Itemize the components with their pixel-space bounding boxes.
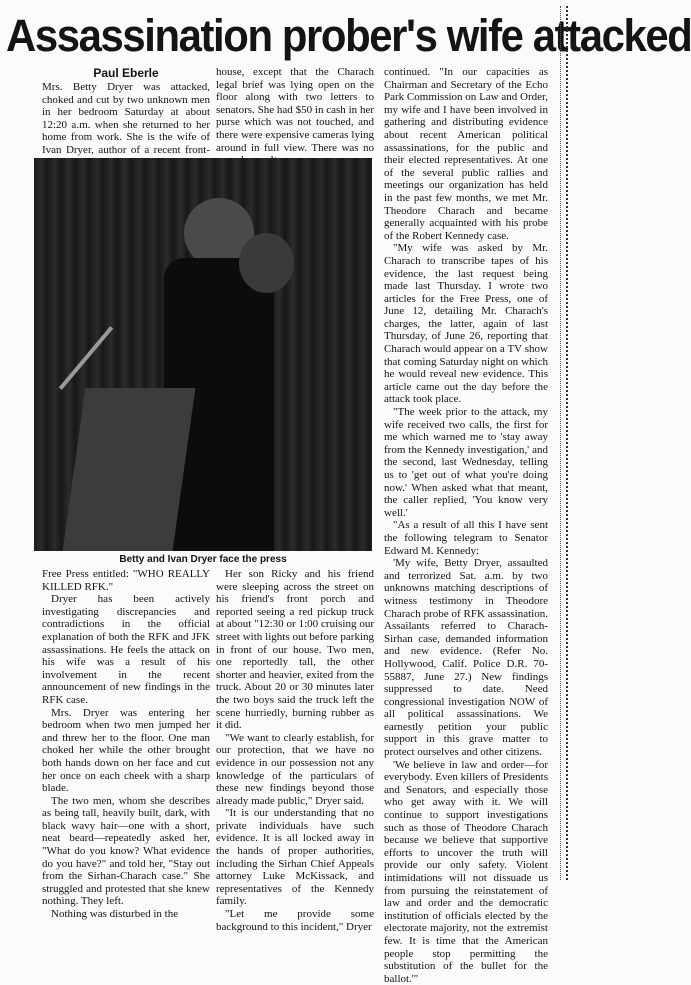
paragraph: house, except that the Charach legal brief was lying open on the floor along with two letters to senators. She had $50 in cash in her purse which was not touched, and there were expensive cameras lying around in full view. There was no bbox=[216, 66, 374, 154]
decorative-border bbox=[550, 6, 568, 880]
column-1-top bbox=[42, 66, 210, 158]
column-2-top bbox=[216, 66, 374, 158]
press-photo bbox=[34, 158, 372, 551]
paragraph: "We want to clearly establish, for our protection, that we have no evidence in our possession not any knowledge of the particulars of these new findings beyond those already made public," Dryer said. bbox=[216, 731, 374, 807]
paragraph: "As a result of all this I have sent the following telegram to Senator Edward M. Kennedy: bbox=[384, 519, 548, 557]
paragraph: Nothing was disturbed in the bbox=[51, 908, 179, 921]
paragraph: "My wife was asked by Mr. Charach to transcribe tapes of his evidence, the last request being made last Thursday. I wrote two articles for the Free Press, one of June 12, detailing Mr. Charach's charges, the latter, again of last Thursday, of June 26, reporting that Charach would appear on a TV show that coming Saturday night on which he would reveal new evidence. This article came out the day before the attack took place. bbox=[384, 242, 548, 406]
paragraph: "Let me provide some background to this incident," Dryer bbox=[216, 908, 374, 933]
column-1-bottom bbox=[42, 568, 210, 921]
column-2-bottom bbox=[216, 568, 374, 933]
lectern bbox=[63, 388, 196, 551]
paragraph: Mrs. Betty Dryer was attacked, choked and cut by two unknown men in her bedroom Saturday at about 12:20 a.m. when she returned to her home from work. She is the wife of Ivan Dryer, author of a recent front- bbox=[42, 81, 210, 156]
paragraph: Dryer has been actively investigating discrepancies and contradictions in the official explanation of both the RFK and JFK assassinations. He feels the attack on his wife was a result of his involvement in the recent announcement of new findings in the RFK case. bbox=[42, 593, 210, 706]
paragraph: "It is our understanding that no private individuals have such evidence. It is all locked away in the hands of proper authorities, including the Sirhan Chief Appeals attorney Luke McKissack, and representatives of the Kennedy family. bbox=[216, 807, 374, 908]
column-3 bbox=[384, 66, 548, 985]
paragraph: 'My wife, Betty Dryer, assaulted and terrorized Sat. a.m. by two unknowns matching descriptions of witness testimony in Theodore Charach probe of RFK assassination. Assailants referred to Charach-Sirhan case, demanded information and new evidence. (Refer No. Hollywood, Calif. Police D.R. 70-55887, June 27.) New findings suppressed to date. Need congressional investigation NOW of all political assassinations. We earnestly petition your public support in this grave matter to protect ourselves and other citizens. bbox=[384, 557, 548, 759]
paragraph: continued. "In our capacities as Chairman and Secretary of the Echo Park Commission on Law and Order, my wife and I have been involved in gathering and distributing evidence about recent American political assassinations, for the public and their elected representatives. At one of the several public rallies and meetings our organization has held in the past few months, we met Mr. Theodore Charach and became generally acquainted with his probe of the Robert Kennedy case. bbox=[384, 66, 548, 242]
person-silhouette bbox=[239, 233, 294, 293]
paragraph: 'We believe in law and order—for everybody. Even killers of Presidents and Senators, and especially those who get away with it. We will continue to support investigations such as those of Theodore Charach because we believe that supportive efforts to uncover the truth will provide our only safety. Violent intimidations will not dissuade us from pursuing the reinstatement of law and order and the democratic institution of officials elected by the electorate majority, not the extremist few. It is time that the American people stop permitting the substitution of the bullet for the ballot.'" bbox=[384, 758, 548, 985]
paragraph: Mrs. Dryer was entering her bedroom when two men jumped her and threw her to the floor. One man choked her while the other brought both hands down on her face and cut her once on each cheek with a sharp blade. bbox=[42, 706, 210, 795]
paragraph: Free Press entitled: "WHO REALLY KILLED RFK." bbox=[42, 568, 210, 593]
photo-caption: Betty and Ivan Dryer face the press bbox=[119, 554, 287, 565]
paragraph: Her son Ricky and his friend were sleeping across the street on his friend's front porch and reported seeing a red pickup truck at about "12:30 or 1:00 cruising our street with lights out before parking in front of our house. Two men, one reportedly tall, the other shorter and heavier, exited from the truck. About 20 or 30 minutes later the two boys said the truck left the scene hurriedly, burning rubber as it did. bbox=[216, 568, 374, 732]
paragraph: The two men, whom she describes as being tall, heavily built, dark, with black wavy hair—one with a short, neat beard—repeatedly asked her, "What do you know? What evidence do you have?" and told her, "Stay out from the Sirhan-Charach case." She struggled and protested that she knew nothing. They left. bbox=[42, 794, 210, 908]
paragraph: "The week prior to the attack, my wife received two calls, the first for me which warned me to 'stay away from the Kennedy investigation,' and the second, last Wednesday, telling us to 'get out of what you're doing now.' When asked what that meant, the caller replied, 'You know very well.' bbox=[384, 406, 548, 519]
headline: Assassination prober's wife attacked bbox=[6, 10, 691, 61]
byline: Paul Eberle bbox=[93, 66, 159, 80]
